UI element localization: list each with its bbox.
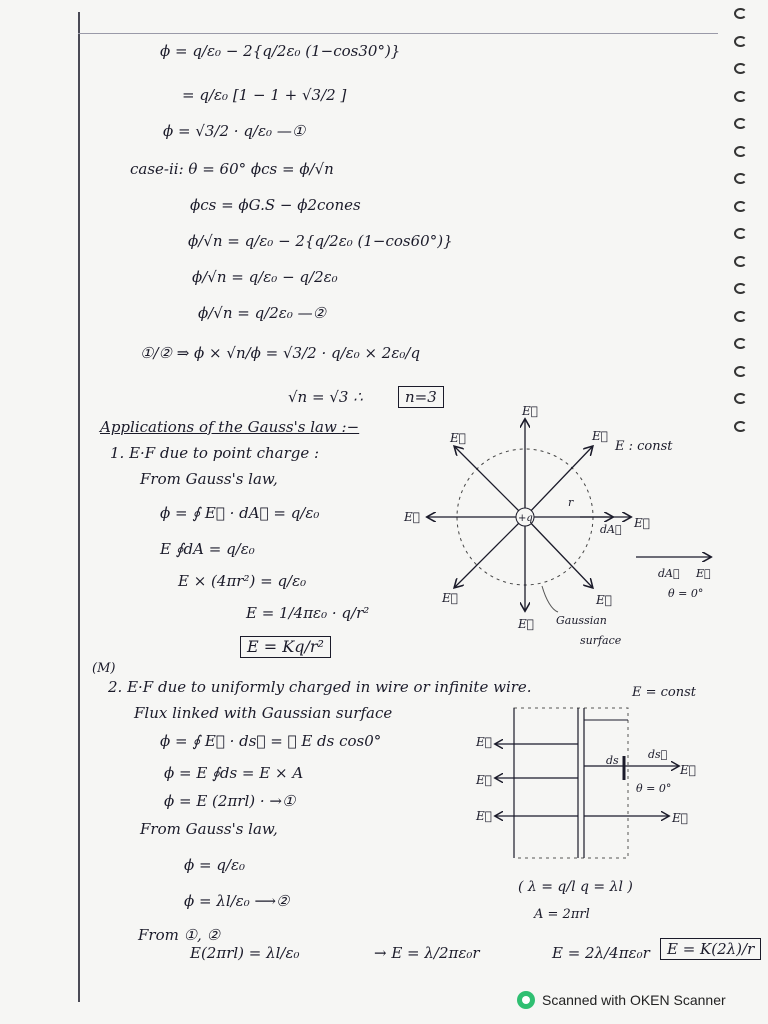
section2-line: ϕ = ∮ E⃗ · ds⃗ = ∮ E ds cos0° xyxy=(160,732,382,750)
surface-label: surface xyxy=(580,634,622,647)
result-box-e-point: E = Kq/r² xyxy=(240,636,331,658)
section2-line: Flux linked with Gaussian surface xyxy=(134,704,393,722)
ds-vector-label: ds⃗ xyxy=(648,748,668,761)
section1-line: From Gauss's law, xyxy=(140,470,278,488)
gaussian-label: Gaussian xyxy=(556,614,607,627)
derivation-line: ϕ/√n = q/ε₀ − 2{q/2ε₀ (1−cos60°)} xyxy=(188,232,453,250)
svg-text:dA⃗: dA⃗ xyxy=(658,567,680,580)
margin-line xyxy=(78,12,80,1002)
svg-text:E⃗: E⃗ xyxy=(518,617,534,631)
svg-text:E⃗: E⃗ xyxy=(404,510,420,524)
svg-text:E⃗: E⃗ xyxy=(592,429,608,443)
section1-line: ϕ = ∮ E⃗ · dA⃗ = q/ε₀ xyxy=(160,504,320,522)
result-n-box: n=3 xyxy=(398,386,444,408)
svg-text:E⃗: E⃗ xyxy=(672,811,688,825)
e-const-label: E = const xyxy=(632,685,697,700)
radius-label: r xyxy=(568,496,574,509)
section1-line: E ∮dA = q/ε₀ xyxy=(160,540,255,558)
svg-text:E⃗: E⃗ xyxy=(476,773,492,787)
section-heading: Applications of the Gauss's law :− xyxy=(100,418,360,436)
svg-text:E⃗: E⃗ xyxy=(450,431,466,445)
e-const-label: E : const xyxy=(615,439,673,454)
theta-label: θ = 0° xyxy=(668,587,704,600)
derivation-line: ①/② ⇒ ϕ × √n/ϕ = √3/2 · q/ε₀ × 2ε₀/q xyxy=(140,344,421,362)
svg-text:E⃗: E⃗ xyxy=(596,593,612,607)
final-eq: E = 2λ/4πε₀r xyxy=(552,944,650,962)
da-label: dA⃗ xyxy=(600,523,622,536)
svg-text:E⃗: E⃗ xyxy=(634,516,650,530)
charge-label: +q xyxy=(518,513,533,524)
final-eq: E(2πrl) = λl/ε₀ xyxy=(190,944,300,962)
section1-line: E × (4πr²) = q/ε₀ xyxy=(178,572,307,590)
lambda-note: ( λ = q/l q = λl ) xyxy=(518,879,633,895)
theta-label: θ = 0° xyxy=(636,782,672,795)
svg-text:E⃗: E⃗ xyxy=(476,735,492,749)
top-rule-line xyxy=(78,33,718,34)
derivation-line: √n = √3 ∴ xyxy=(288,388,363,406)
charged-wire-diagram xyxy=(468,694,708,864)
margin-mark: (M) xyxy=(92,661,116,676)
result-box-e-wire: E = K(2λ)/r xyxy=(660,938,761,960)
derivation-line: ϕ = q/ε₀ − 2{q/2ε₀ (1−cos30°)} xyxy=(160,42,401,60)
svg-text:E⃗: E⃗ xyxy=(680,763,696,777)
point-charge-diagram xyxy=(400,400,730,660)
ds-label: ds xyxy=(606,754,619,767)
from-label: From ①, ② xyxy=(138,926,221,944)
derivation-line: ϕ/√n = q/2ε₀ —② xyxy=(198,304,327,322)
svg-text:E⃗: E⃗ xyxy=(442,591,458,605)
derivation-line: ϕcs = ϕG.S − ϕ2cones xyxy=(190,196,361,214)
section2-line: ϕ = q/ε₀ xyxy=(184,856,246,874)
final-eq: → E = λ/2πε₀r xyxy=(374,944,480,962)
section2-line: ϕ = E (2πrl) · →① xyxy=(164,792,296,810)
section2-title: 2. E·F due to uniformly charged in wire or infinite wire. xyxy=(108,678,532,696)
section2-line: ϕ = λl/ε₀ ⟶② xyxy=(184,892,290,910)
section2-line: ϕ = E ∮ds = E × A xyxy=(164,764,304,782)
derivation-line: ϕ/√n = q/ε₀ − q/2ε₀ xyxy=(192,268,338,286)
scanner-logo-icon xyxy=(517,991,535,1009)
section2-line: From Gauss's law, xyxy=(140,820,278,838)
svg-text:E⃗: E⃗ xyxy=(522,404,538,418)
section1-title: 1. E·F due to point charge : xyxy=(110,444,320,462)
derivation-line: case-ii: θ = 60° ϕcs = ϕ/√n xyxy=(130,160,334,178)
svg-text:E⃗: E⃗ xyxy=(696,567,711,580)
scanner-watermark xyxy=(517,991,726,1009)
section1-line: E = 1/4πε₀ · q/r² xyxy=(246,604,370,622)
spiral-binding xyxy=(730,8,754,448)
area-note: A = 2πrl xyxy=(534,907,590,922)
gaussian-cylinder xyxy=(514,708,628,858)
derivation-line: = q/ε₀ [1 − 1 + √3/2 ] xyxy=(182,86,347,104)
svg-text:E⃗: E⃗ xyxy=(476,809,492,823)
scanner-text: Scanned with OKEN Scanner xyxy=(542,992,726,1008)
derivation-line: ϕ = √3/2 · q/ε₀ —① xyxy=(163,122,306,140)
